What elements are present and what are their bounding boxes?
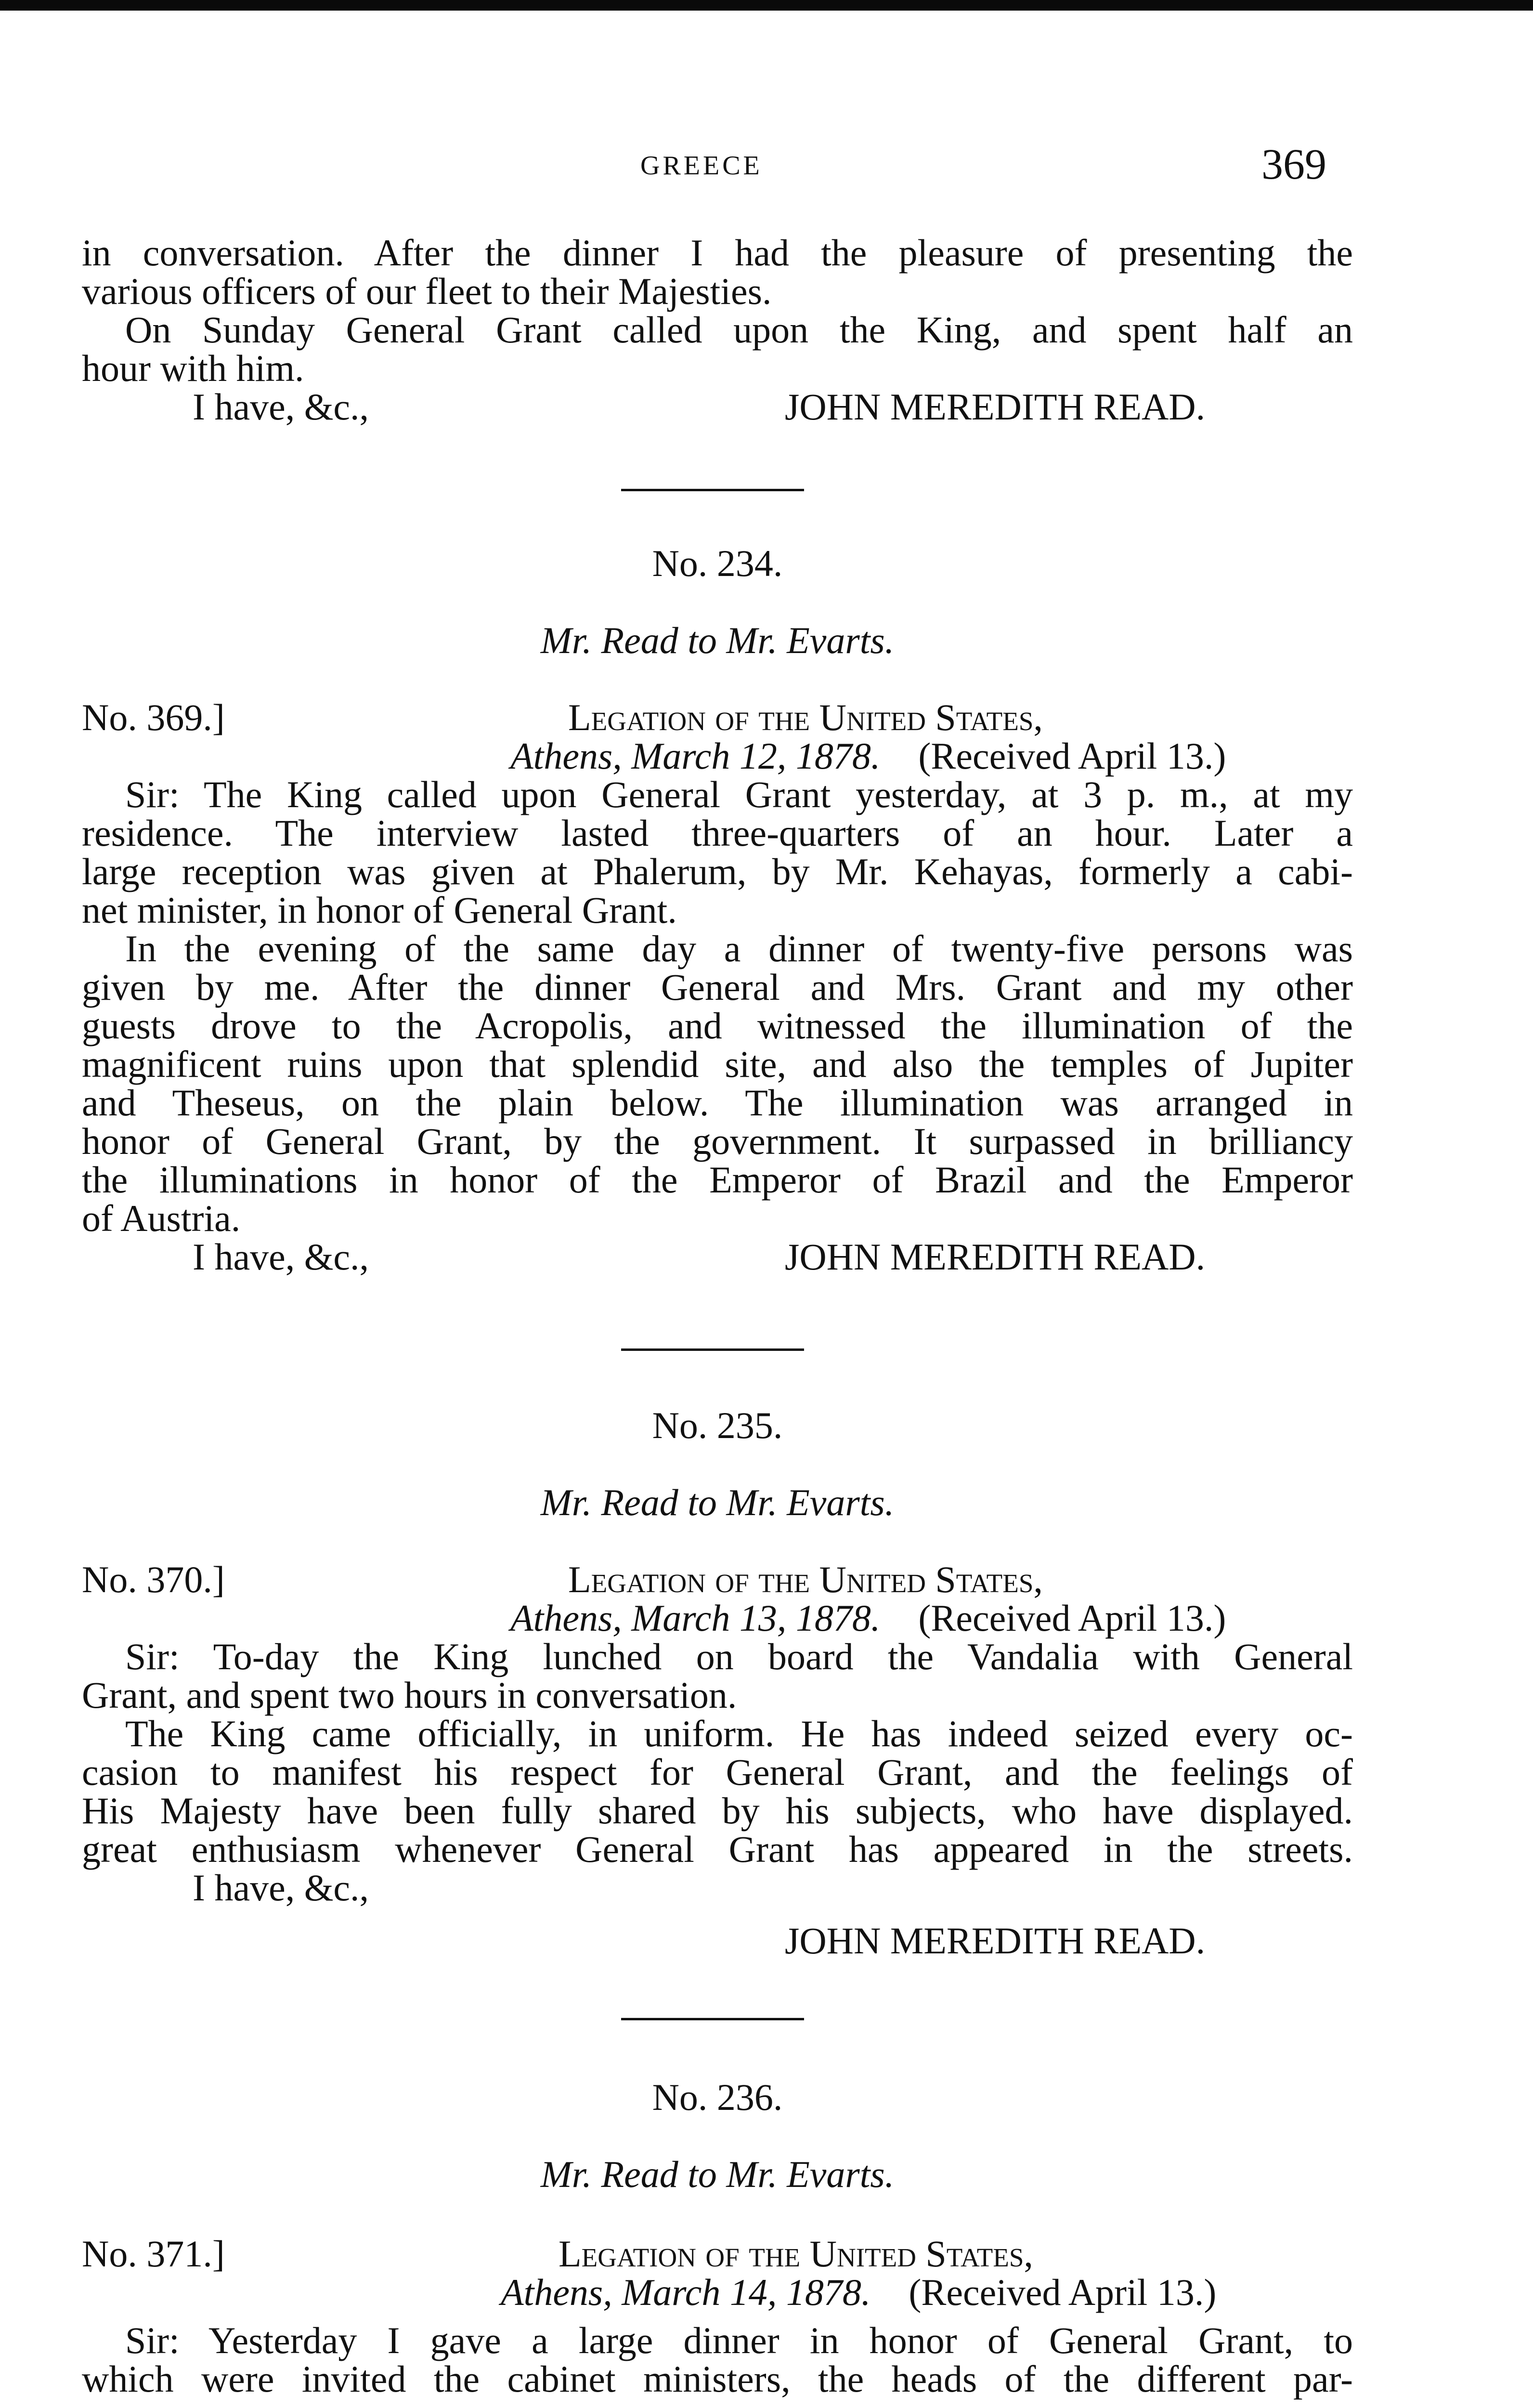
dateline <box>510 1599 1353 1637</box>
text-line: His Majesty have been fully shared by his subjects, who have displayed. <box>82 1790 1353 1832</box>
signature: JOHN MEREDITH READ. <box>785 1236 1206 1278</box>
document-number: No. 236. <box>652 2076 783 2118</box>
text-line: Sir: To-day the King lunched on board the Vandalia with General <box>125 1636 1353 1677</box>
running-head: GREECE <box>640 151 763 181</box>
text-line: The King came officially, in uniform. He has indeed seized every oc- <box>125 1713 1353 1754</box>
page-number: 369 <box>1261 141 1326 188</box>
text-line: magnificent ruins upon that splendid site, and also the temples of Jupiter <box>82 1043 1353 1085</box>
text-line: net minister, in honor of General Grant. <box>82 889 677 931</box>
text-line: in conversation. After the dinner I had the pleasure of presenting the <box>82 232 1353 274</box>
closing: I have, &c., <box>193 1236 369 1278</box>
text-line: In the evening of the same day a dinner of twenty-five persons was <box>125 928 1353 969</box>
received-date: (Received April 13.) <box>909 2271 1217 2313</box>
scan-top-edge <box>0 0 1533 11</box>
text-line: various officers of our fleet to their Majesties. <box>82 270 772 312</box>
text-line: Sir: Yesterday I gave a large dinner in honor of General Grant, to <box>125 2319 1353 2361</box>
text-line: the illuminations in honor of the Emperor of Brazil and the Emperor <box>82 1159 1353 1201</box>
dispatch-ref: No. 370.] <box>82 1558 225 1600</box>
document-heading: Mr. Read to Mr. Evarts. <box>540 1481 895 1523</box>
dispatch-ref: No. 369.] <box>82 696 225 738</box>
text-line: hour with him. <box>82 347 304 389</box>
document-heading: Mr. Read to Mr. Evarts. <box>540 2153 895 2195</box>
signature: JOHN MEREDITH READ. <box>785 1920 1206 1962</box>
text-line: On Sunday General Grant called upon the King, and spent half an <box>125 309 1353 351</box>
text-line: and Theseus, on the plain below. The illumination was arranged in <box>82 1082 1353 1124</box>
document-number: No. 234. <box>652 542 783 584</box>
text-line: casion to manifest his respect for General Grant, and the feelings of <box>82 1751 1353 1793</box>
dateline-place-date: Athens, March 13, 1878. <box>510 1597 881 1639</box>
text-line: which were invited the cabinet ministers, the heads of the different par- <box>82 2358 1353 2400</box>
document-heading: Mr. Read to Mr. Evarts. <box>540 619 895 661</box>
received-date: (Received April 13.) <box>918 1597 1226 1639</box>
text-line: Grant, and spent two hours in conversation. <box>82 1674 737 1716</box>
dateline <box>501 2273 1353 2312</box>
section-rule <box>621 489 804 491</box>
closing: I have, &c., <box>193 1867 369 1909</box>
received-date: (Received April 13.) <box>918 735 1226 777</box>
signature: JOHN MEREDITH READ. <box>785 386 1206 428</box>
text-line: Sir: The King called upon General Grant yesterday, at 3 p. m., at my <box>125 773 1353 815</box>
text-line: guests drove to the Acropolis, and witnessed the illumination of the <box>82 1005 1353 1047</box>
text-line: residence. The interview lasted three-quarters of an hour. Later a <box>82 812 1353 854</box>
text-line: of Austria. <box>82 1197 241 1239</box>
legation-line: Legation of the United States, <box>568 696 1043 738</box>
text-line: given by me. After the dinner General and Mrs. Grant and my other <box>82 966 1353 1008</box>
document-number: No. 235. <box>652 1404 783 1446</box>
legation-line: Legation of the United States, <box>568 1558 1043 1600</box>
section-rule <box>621 2018 804 2020</box>
dispatch-ref: No. 371.] <box>82 2233 225 2275</box>
closing: I have, &c., <box>193 386 369 428</box>
text-line: great enthusiasm whenever General Grant has appeared in the streets. <box>82 1828 1353 1870</box>
text-line: honor of General Grant, by the government. It surpassed in brilliancy <box>82 1120 1353 1162</box>
dateline <box>510 737 1353 775</box>
section-rule <box>621 1348 804 1351</box>
dateline-place-date: Athens, March 12, 1878. <box>510 735 881 777</box>
text-line: large reception was given at Phalerum, by Mr. Kehayas, formerly a cabi- <box>82 851 1353 892</box>
dateline-place-date: Athens, March 14, 1878. <box>501 2271 871 2313</box>
legation-line: Legation of the United States, <box>559 2233 1033 2275</box>
